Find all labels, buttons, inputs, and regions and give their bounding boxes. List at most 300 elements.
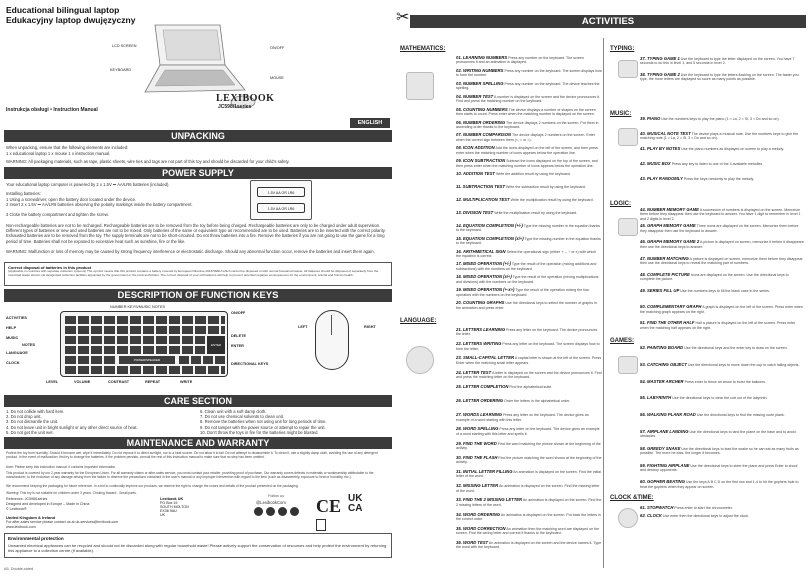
- activity-item: [640, 162, 804, 166]
- category-logic: LOGIC:: [610, 201, 631, 207]
- maint-text-3: This product is covered by our 2-year warranty for the European Union. For all warranty claims or after-sales service, you must contact your retailer, providing proof of purchase. Our warranty covers defects in materials or workmanship attributable to the manufacturer, to the exclusion of any damage arising from the failure to observe the precautions contained in the user's manual or any improper intervention with regard to the item (such as disassembly, exposure to heat or humidity, etc.).: [6, 471, 374, 479]
- activity-title: 46. GRAPH MEMORY GAME 2: [640, 239, 700, 245]
- activity-item: [640, 506, 804, 510]
- activity-item: [456, 198, 602, 202]
- activity-desc: Write the multiplication result by using the keyboard.: [494, 210, 578, 215]
- activity-item: [640, 321, 804, 330]
- activity-item: [456, 133, 602, 142]
- activity-desc: A picture is displayed on screen, memorize them before they disappear then use the directional keys to reveal the matching pair of numbers.: [640, 256, 803, 265]
- activity-desc: A letter is displayed on the screen and the device pronounces it. Find and press the matching letter on the keyboard.: [456, 370, 602, 379]
- unpacking-warning: WARNING: All packaging materials, such as tape, plastic sheets, wire ties and tags are not part of this toy and should be discarded for your child's safety.: [6, 159, 290, 164]
- activity-desc: The device displays 2 numbers on the screen. Enter when the correct sign between them (<, > or =).: [456, 133, 595, 142]
- activity-item: [456, 211, 602, 215]
- activity-title: 60. GOPHER BEATING: [640, 479, 685, 485]
- activities-banner: [410, 15, 806, 28]
- activity-desc: Use the directional keys to clear the cutt out of the labyrinth.: [672, 396, 768, 401]
- column-divider: [603, 38, 604, 568]
- title-pl: Edukacyjny laptop dwujęzyczny: [6, 15, 136, 25]
- activity-title: 47. NUMBER MATCHING: [640, 255, 689, 261]
- address-line: UK: [160, 513, 165, 517]
- activity-title: 49. SERIES FILL UP: [640, 288, 680, 293]
- activity-item: [456, 328, 602, 337]
- language-icon: [406, 346, 434, 374]
- activity-title: 42. MUSIC BOX: [640, 161, 671, 166]
- activity-desc: Order the letters in the alphabetical order.: [504, 399, 571, 403]
- activity-item: [456, 250, 602, 259]
- instagram-icon[interactable]: [266, 507, 275, 516]
- follow-label: Follow us: [268, 494, 285, 498]
- activity-title: 28. WORD SPELLING: [456, 426, 499, 432]
- disposal-box: [4, 262, 392, 286]
- activity-item: [640, 480, 804, 489]
- activity-title: 19. MIXED OPERATION (+-x÷): [456, 287, 515, 293]
- activity-title: 36. WORD TEST: [456, 540, 489, 545]
- activities-title: ACTIVITIES: [581, 16, 635, 27]
- battery-icon-2: 1.5V AA OR LR6: [257, 203, 305, 213]
- activity-desc: Use the keys A B C D on the first row and 1-4 to hit the gophers hole to beat the gophers when they appear on screen.: [640, 480, 799, 489]
- activity-title: 18. MIXED OPERATION (x/÷): [456, 274, 512, 280]
- activity-title: 20. COUNTING GRAPHS: [456, 300, 505, 306]
- activity-desc: The device plays a musical note. Use the numbers keys to give the matching note (1 = La, 2 = Si, 3 = Do and so on).: [640, 132, 799, 141]
- math-icon: [406, 72, 434, 100]
- care-item: 8. Remove the batteries when not using unit for long periods of time.: [200, 419, 327, 425]
- manual-label: Instrukcja obsługi • Instruction Manual: [6, 107, 98, 113]
- care-right: [200, 409, 392, 435]
- activity-desc: Use the keyboard to type the letter displayed on the screen. You have 7 seconds to do this in level 1, and 5 seconds in level 2.: [640, 57, 795, 66]
- activity-item: [640, 73, 804, 82]
- category-typing: TYPING:: [610, 46, 635, 52]
- activity-item: [456, 82, 602, 91]
- activity-desc: Use the keyboard to type the letters flashing on the screen. The faster you type, the more letters are displayed so score as many points as possible.: [640, 73, 799, 82]
- care-item: 6. Clean unit with a soft damp cloth.: [200, 409, 267, 414]
- env-title: Environmental protection: [8, 536, 64, 541]
- activity-desc: An animation then the matching word are displayed on the screen. Find the wrong letter and correct it thanks to the keyboard.: [456, 526, 600, 536]
- activity-item: [456, 108, 602, 117]
- key-label-directional: DIRECTIONAL KEYS: [231, 362, 269, 366]
- activity-desc: Add the icons displayed on the left of the screen, and then press enter when the matching number of icons appears below the operation line.: [456, 146, 598, 155]
- care-item: 7. Do not use chemical solvents to clean unit.: [200, 414, 285, 420]
- care-item: 9. Do not tamper with the power source or attempt to repair the unit.: [200, 424, 326, 430]
- power-speaker-key[interactable]: POWER/SPEAKER: [119, 356, 175, 364]
- ukca-mark: UK CA: [348, 493, 363, 514]
- activity-item: [640, 240, 804, 249]
- activity-desc: Type the missing number in the equation thanks to the keyboard.: [456, 223, 601, 233]
- activity-title: 33. FIND THE 2 MISSING LETTER: [456, 497, 523, 503]
- power-install-title: Installing batteries:: [6, 191, 41, 196]
- activity-item: [640, 363, 804, 367]
- activity-item: [456, 527, 602, 536]
- activity-item: [456, 456, 602, 465]
- activity-desc: Press any number on the keyboard. The device teaches the spelling.: [456, 81, 600, 91]
- recycle-bin-icon: [316, 519, 326, 531]
- keys-title: DESCRIPTION OF FUNCTION KEYS: [117, 290, 279, 301]
- key-row-4: [65, 346, 205, 354]
- activity-desc: Find the word matching the picture shown at the beginning of the activity.: [456, 441, 601, 450]
- games-icon: [618, 356, 638, 374]
- activity-desc: Type the result of the operation mixing the four operators with the numbers on the keyboard.: [456, 288, 590, 297]
- activity-desc: Use enter then the directional keys to adjust the clock.: [662, 514, 749, 518]
- battery-icon: 1.5V AA OR LR6: [257, 187, 305, 197]
- activity-desc: Write the addition result by using the keyboard.: [495, 172, 571, 177]
- copyright: © Lexibook®: [6, 507, 27, 511]
- activity-desc: A succession of numbers is displayed on the screen. Memorize them before they disappear then use the keyboard to answer. You have 1 digit to remember in level 1 and 2 digits in level 2.: [640, 208, 801, 221]
- key-label-help: HELP: [6, 326, 17, 330]
- activity-title: 13. DIVISION TEST: [456, 209, 494, 215]
- care-left: [6, 409, 196, 435]
- activity-item: [640, 396, 804, 400]
- key-label-language: LANGUAGE: [6, 351, 28, 355]
- activity-title: 51. FIND THE OTHER HALF: [640, 320, 695, 326]
- website-link[interactable]: www.lexibook.com: [6, 525, 36, 529]
- facebook-icon[interactable]: [254, 507, 263, 516]
- activity-desc: A number is displayed on the screen and the device pronounces it. Find and press the matching number on the keyboard.: [456, 94, 600, 104]
- activity-desc: Press any number on the keyboard. The screen pronounces it and an animation is displayed.: [456, 56, 585, 65]
- unpacking-banner: [4, 130, 392, 142]
- activity-desc: Press any letter on the keyboard. The device gives an example of a word starting with this letter.: [456, 413, 589, 422]
- activity-item: [456, 356, 602, 365]
- activity-item: [456, 442, 602, 451]
- typing-icon: [618, 60, 638, 78]
- activity-item: [640, 117, 804, 121]
- key-label-repeat: REPEAT: [145, 380, 161, 384]
- activity-title: 14. EQUATION COMPLETION (+/-): [456, 222, 523, 228]
- activity-item: [456, 69, 602, 78]
- activity-desc: Use the directional keys to lead the snake so he can eat as many fruits as possible. The more he eats, the longer it becomes.: [640, 446, 799, 456]
- activity-desc: Icons are displayed on the screen. Use the directional keys to complete the picture.: [640, 272, 789, 282]
- activity-title: 52. PAINTING BOARD: [640, 345, 684, 350]
- activity-item: [456, 56, 602, 65]
- care-banner: [4, 395, 392, 407]
- activity-title: 29. FIND THE WORD: [456, 440, 497, 446]
- key-label-level: LEVEL: [46, 380, 59, 384]
- activity-item: [456, 185, 602, 189]
- activity-title: 48. COMPLETE PICTURE: [640, 271, 690, 277]
- activity-title: 15. EQUATION COMPLETION (x/÷): [456, 235, 524, 241]
- activity-title: 26. LETTER ORDERING: [456, 398, 503, 403]
- activity-desc: Use the piano numbers as displayed on screen to play a melody.: [681, 147, 785, 151]
- unpacking-title: UNPACKING: [171, 131, 225, 141]
- care-item: 1. Do not collide with hard item.: [6, 409, 65, 414]
- social-handle: @LexibookCom: [256, 500, 286, 505]
- key-label-delete: DELETE: [231, 334, 246, 338]
- category-math: MATHEMATICS:: [400, 46, 446, 52]
- address-line: Lexibook UK: [160, 497, 184, 501]
- uk-text: For after-sales service please contact us at uk-services@lexibook.com: [6, 520, 119, 524]
- activity-title: 34. WORD ORDERING: [456, 511, 500, 517]
- activity-item: [456, 146, 602, 155]
- activity-title: 17. MIXED OPERATION (+/-): [456, 261, 511, 267]
- maint-text-5: Warning! This toy is not suitable for children under 3 years. Choking Hazard - Small parts.: [6, 491, 137, 495]
- logic-icon: [618, 218, 638, 236]
- maintenance-title: MAINTENANCE AND WARRANTY: [126, 438, 270, 448]
- activity-title: 23. SMALL-CAPITAL LETTER: [456, 355, 515, 361]
- care-item: 4. Do not leave unit in bright sunlight or any other direct source of heat.: [6, 424, 138, 430]
- care-title: CARE SECTION: [163, 396, 232, 406]
- power-title: POWER SUPPLY: [162, 168, 234, 178]
- reference: Reference: JC598i1series: [6, 497, 48, 501]
- activity-title: 45. GRAPH MEMORY GAME: [640, 223, 696, 229]
- activity-desc: Use the numbers keys to play the piano (1 = La, 2 = Si, 3 = Do and so on).: [661, 117, 780, 121]
- activity-title: 50. COMPLEMENTARY GRAPH: [640, 304, 702, 310]
- env-box: [4, 533, 392, 558]
- activity-item: [640, 177, 804, 181]
- activity-desc: A graph is displayed on the left of the screen. Press enter when the matching graph appears on the right.: [640, 305, 803, 314]
- activity-title: 11. SUBTRACTION TEST: [456, 184, 506, 189]
- activity-title: 07. NUMBER COMPARISON: [456, 132, 512, 138]
- ce-mark: CE: [316, 496, 342, 516]
- activity-desc: Subtract the icons displayed on the top of the screen, and then press enter when the matching number of icons appears below the operation line.: [456, 159, 598, 168]
- label-onoff: ON/OFF: [270, 46, 285, 50]
- key-label-activities: ACTIVITIES: [6, 316, 27, 320]
- activity-desc: Type the missing number in the equation thanks to the keyboard.: [456, 236, 601, 245]
- activity-item: [640, 224, 804, 233]
- key-label-volume: VOLUME: [74, 380, 91, 384]
- activity-item: [640, 132, 804, 141]
- activity-item: [640, 380, 804, 384]
- key-label-notes: NOTES: [22, 343, 36, 347]
- tiktok-icon[interactable]: [290, 507, 299, 516]
- activity-item: [640, 289, 804, 293]
- activity-desc: Press any key to listen to one of the 4 available melodies.: [671, 162, 764, 166]
- activity-item: [640, 208, 804, 221]
- activity-title: 37. TYPING GAME 1: [640, 56, 680, 61]
- key-label-music: MUSIC: [6, 336, 19, 340]
- unpacking-line-1: When unpacking, ensure that the following elements are included:: [6, 145, 129, 150]
- activity-item: [640, 257, 804, 266]
- activity-title: 56. WALKING PLANK ROAD: [640, 412, 696, 418]
- mouse-label-left: LEFT: [298, 325, 308, 329]
- brand-logo: LEXIBOOK: [216, 93, 275, 104]
- activity-title: 05. COUNTING NUMBERS: [456, 106, 508, 112]
- activity-desc: Write the multiplication result by using the keyboard.: [510, 197, 594, 202]
- category-music: MUSIC:: [610, 111, 632, 117]
- activity-item: [640, 346, 804, 350]
- activity-desc: Use the directional keys to find the missing route plank.: [696, 413, 785, 418]
- activity-title: 59. FIGHTING AIRPLANE: [640, 462, 690, 468]
- activity-title: 32. MISSING LETTER: [456, 483, 499, 489]
- activity-title: 38. TYPING GAME 2: [640, 72, 680, 77]
- activity-desc: Select the operational sign (either +, -, ÷ or x) with which the equation is correct.: [456, 249, 597, 258]
- designed: Designed and developed in Europe – Made in China: [6, 502, 90, 506]
- label-lcd: LCD SCREEN: [112, 44, 137, 48]
- activity-item: [456, 301, 602, 310]
- address-block: [160, 497, 220, 517]
- maintenance-banner: [4, 437, 392, 449]
- env-text: Unwanted electrical appliances can be recycled and should not be discarded along with regular household waste! Please actively support the conservation of resources and help protect the environment by returning this appliance to a collection centre (if available).: [8, 543, 387, 553]
- activity-item: [640, 413, 804, 417]
- maint-text-1: Protect the toy from humidity. Should it become wet, wipe it immediately. Do not expose it to direct sunlight, nor to a heat source. Do not allow it to fall. Do not attempt to disassemble it. To clean it, use a slightly damp cloth, avoiding the use of any detergent product. In the event of malfunction, first try to change the batteries. If the problem persists, consult the rest of this instruction manual to make sure that no step has been omitted.: [6, 451, 378, 459]
- activity-title: 35. WORD CORRECTION: [456, 525, 506, 531]
- power-step-2: 2 Insert 2 x 1.5V ⎓ AA/LR6 batteries observing the polarity markings inside the battery compartment.: [6, 202, 193, 207]
- disposal-title: Correct disposal of batteries in this product: [8, 265, 92, 270]
- activity-item: [456, 413, 602, 422]
- activity-title: 21. LETTERS LEARNING: [456, 327, 506, 332]
- activity-item: [640, 57, 804, 66]
- care-item: 3. Do not dismantle the unit.: [6, 419, 59, 425]
- music-note-icon: [618, 128, 638, 146]
- activity-item: [640, 514, 804, 518]
- address-line: SOUTH MOLTON: [160, 505, 189, 509]
- activity-desc: Use the directional keys to steer the plane and press Enter to shoot and destroy opponents.: [640, 463, 798, 472]
- address-line: PO Box 19: [160, 501, 178, 505]
- activity-item: [456, 121, 602, 130]
- activity-title: 04. NUMBER TEST: [456, 93, 494, 99]
- activity-title: 27. WORDS LEARNING: [456, 412, 503, 418]
- power-step-3: 3 Close the battery compartment and tighten the screw.: [6, 212, 109, 217]
- activity-title: 40. MUSICAL NOTE TEST: [640, 131, 691, 136]
- power-step-1: 1 Using a screwdriver, open the battery door located under the device.: [6, 197, 137, 202]
- maint-text-2: Note: Please keep this instruction manual, it contains important information.: [6, 465, 117, 469]
- key-label-enter: ENTER: [231, 344, 244, 348]
- activity-item: [640, 305, 804, 314]
- power-banner: [4, 167, 392, 179]
- unpacking-line-2: 1 x educational laptop 1 x mouse 1 x instruction manual.: [6, 151, 111, 156]
- activity-desc: An animation is displayed on the screen. Put back the letters in the correct order.: [456, 512, 601, 521]
- activity-title: 06. NUMBER ORDERING: [456, 119, 506, 125]
- model-number: JC598i1series: [218, 104, 252, 110]
- activity-item: [640, 430, 804, 439]
- power-note: Non-rechargeable batteries are not to be recharged. Rechargeable batteries are to be removed from the toy before being charged. Rechargeable batteries are only to be charged under adult supervision. Different types of batteries or new and used batteries are not to be mixed. Only batteries of the same or equivalent type as recommended are to be used. Batteries are to be inserted with the correct polarity. Exhausted batteries are to be removed from the toy. The supply terminals are not to be short-circuited. Do not throw batteries into a fire. Remove the batteries if you are not going to use the game for a long period of time. Batteries shall not be exposed to excessive heat such as sunshine, fire or the like.: [6, 223, 386, 244]
- battery-compartment: [250, 180, 312, 220]
- activity-title: 58. GREEDY SNAKE: [640, 445, 681, 451]
- activity-desc: Press enter to throw an arrow to burst the balloons.: [684, 379, 767, 384]
- activity-item: [456, 224, 602, 233]
- care-item: 10. Don't throw the toys in fire for the batteries might be blasted.: [200, 429, 319, 435]
- clock-icon: [618, 508, 638, 528]
- mouse-label-right: RIGHT: [364, 325, 376, 329]
- arrow-keys[interactable]: [179, 356, 225, 364]
- activity-item: [456, 159, 602, 168]
- activity-title: 39. PIANO: [640, 116, 661, 121]
- activity-desc: Press any number on the keyboard. The screen displays how to form the number.: [456, 68, 602, 78]
- key-label-onoff: ON/OFF: [231, 311, 246, 315]
- social-icons: [254, 507, 300, 517]
- care-item: 2. Do not drop unit.: [6, 414, 42, 420]
- activity-item: [456, 237, 602, 246]
- activity-desc: A picture is displayed on screen, memorize it before it disappears then use the directional keys to answer.: [640, 240, 804, 249]
- activity-title: 01. LEARNING NUMBERS: [456, 55, 508, 60]
- activity-item: [640, 464, 804, 473]
- activity-desc: A capital letter is shown at the left of the screen. Press Enter when the matching small letter appears.: [456, 356, 602, 365]
- uk-title: United Kingdom & Ireland: [6, 515, 56, 520]
- activity-title: 25. LETTER COMPLETION: [456, 383, 509, 389]
- activity-desc: Use the directional keys to select the number of graphs in the animation and press enter.: [456, 301, 597, 310]
- key-row-2: [65, 326, 225, 334]
- activity-desc: Write the subtraction result by using the keyboard.: [506, 185, 586, 189]
- activity-desc: Use the numbers keys to fill the blank case in the series.: [680, 289, 770, 293]
- title-en: Educational bilingual laptop: [6, 5, 120, 15]
- activity-desc: Use the directional keys to move down the cup to catch falling objects.: [687, 362, 800, 367]
- activity-desc: Type the result of the operation (mixing additions and subtractions) with the numbers on the keyboard.: [456, 262, 597, 271]
- activity-item: [456, 288, 602, 297]
- key-row-6: [65, 366, 225, 374]
- activity-desc: Press any letter on the keyboard. The device pronounces the letter.: [456, 328, 598, 337]
- scissors-icon: ✂: [396, 9, 410, 26]
- left-page: [0, 0, 396, 576]
- address-line: EX36 9AU: [160, 509, 177, 513]
- activity-item: [456, 172, 602, 176]
- footer-size: A5, Double-sided: [4, 567, 34, 571]
- power-warning: WARNING: Malfunction or loss of memory may be caused by strong frequency interference or electrostatic discharge. Should any abnormal function occur, remove the batteries and insert them again.: [6, 249, 375, 254]
- category-clock: CLOCK &TIME:: [610, 495, 654, 501]
- activity-title: 54. MASTER ARCHER: [640, 378, 684, 384]
- key-row-3: [65, 336, 205, 344]
- activity-title: 02. WRITING NUMBERS: [456, 67, 504, 73]
- category-language: LANGUAGE:: [400, 318, 437, 324]
- activity-item: [640, 147, 804, 151]
- activity-title: 62. CLOCK: [640, 513, 662, 518]
- activity-title: 24. LETTER TEST: [456, 369, 492, 375]
- key-label-write: WRITE: [180, 380, 193, 384]
- activity-desc: Three icons are displayed on the screen. Memorize them before they disappear then use the keyboard to answer.: [640, 224, 799, 233]
- power-intro: Your educational laptop computer is powered by 2 x 1.5V ⎓ AA/LR6 batteries (included).: [6, 182, 170, 187]
- activity-item: [456, 95, 602, 104]
- activity-desc: The device displays 2 numbers on the screen. Put them in ascending order thanks to the keyboard.: [456, 120, 599, 129]
- activity-title: 09. ICON SUBTRACTION: [456, 158, 506, 164]
- keyboard-diagram: [60, 311, 228, 377]
- activity-item: [456, 541, 602, 550]
- activity-item: [456, 399, 602, 403]
- mouse-right-button[interactable]: [333, 315, 346, 335]
- activity-title: 41. PLAY BY NOTES: [640, 146, 681, 151]
- activity-desc: Find the alphabetical suite.: [509, 384, 553, 389]
- activity-title: 44. NUMBER MEMORY GAME: [640, 207, 699, 212]
- activity-title: 43. PLAY RANDOMLY: [640, 176, 683, 181]
- mouse-diagram: [315, 310, 349, 370]
- activity-desc: Half a picture is displayed on the left of the screen. Press enter when the matching half appears on the right.: [640, 321, 796, 330]
- activity-item: [456, 262, 602, 271]
- activity-desc: An animation is displayed on the screen and the device names it. Type the word with the keyboard.: [456, 541, 602, 550]
- right-page: [398, 0, 808, 576]
- activity-item: [456, 371, 602, 380]
- activity-desc: Press enter to start the chronometer.: [674, 506, 733, 510]
- activity-item: [456, 484, 602, 493]
- key-row-1: [65, 316, 225, 324]
- care-item: 5. Do not get the unit wet.: [6, 429, 54, 435]
- activity-desc: Use the directional keys and the enter key to draw on the screen.: [684, 346, 788, 350]
- activity-title: 30. FIND THE FLASH: [456, 454, 498, 460]
- activity-item: [456, 498, 602, 507]
- activity-item: [456, 342, 602, 351]
- key-row-5: [65, 356, 115, 364]
- activity-desc: An animation is displayed on the screen. Find the initial letter of the word.: [456, 470, 601, 479]
- activity-desc: Use the directional keys to land the plane on the base and to avoid obstacles.: [640, 430, 796, 439]
- enter-key[interactable]: ENTER: [207, 336, 225, 354]
- activity-item: [640, 273, 804, 282]
- activity-title: 53. CATCHING OBJECT: [640, 361, 687, 367]
- activity-title: 10. ADDITION TEST: [456, 171, 495, 177]
- label-mouse: MOUSE: [270, 76, 284, 80]
- activity-desc: Press any letter on the keyboard. The device gives an example of a word starting with this letter and spells it.: [456, 427, 600, 436]
- mouse-left-button[interactable]: [319, 315, 332, 335]
- category-games: GAMES:: [610, 338, 634, 344]
- activity-title: 55. LABYRINTH: [640, 395, 672, 401]
- activity-item: [456, 513, 602, 522]
- activity-desc: An animation is displayed on the screen. Find the missing letter of the word.: [456, 484, 600, 493]
- activity-desc: An animation is displayed on the screen. Find the 2 missing letters of the word.: [456, 498, 602, 507]
- activity-item: [456, 470, 602, 479]
- activity-title: 12. MULTIPLICATION TEST: [456, 196, 510, 202]
- activity-title: 31. INITIAL LETTER FILLING: [456, 469, 513, 474]
- activity-desc: Find the picture matching the word shown at the beginning of the activity.: [456, 455, 602, 465]
- youtube-icon[interactable]: [278, 507, 287, 516]
- activity-item: [640, 447, 804, 456]
- activity-title: 08. ICON ADDITION: [456, 145, 495, 151]
- activity-title: 03. NUMBER SPELLING: [456, 80, 504, 86]
- activity-title: 61. STOPWATCH: [640, 505, 674, 510]
- activity-title: 57. AIRPLANE LANDING: [640, 429, 689, 434]
- maint-text-4: We recommend keeping the packaging for future reference. In a bid to continually improve our products, we reserve the right to change the colors and details of the product presented on the packaging.: [6, 484, 299, 488]
